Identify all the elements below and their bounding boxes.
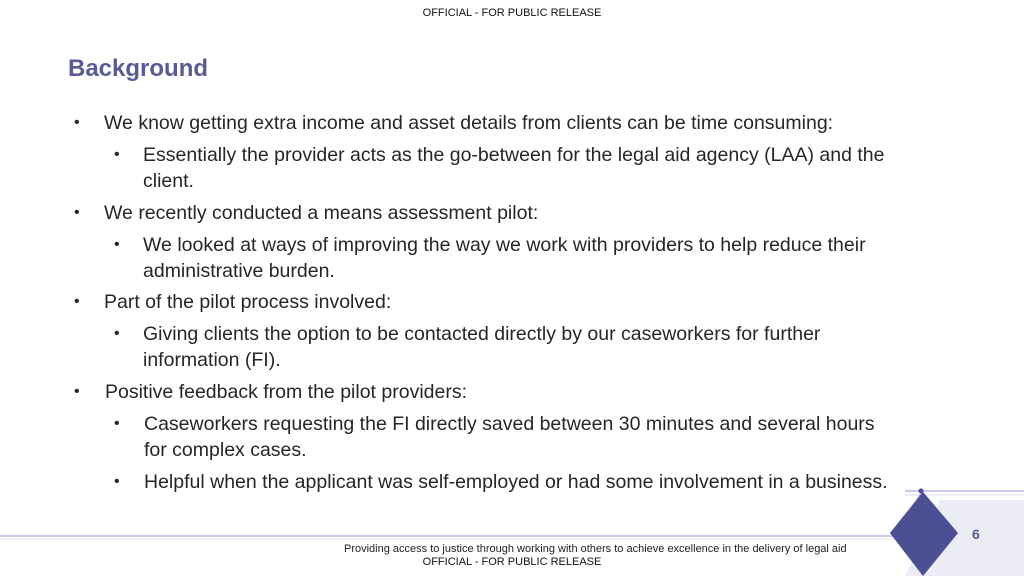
sub-bullet-glyph: • [114, 146, 120, 163]
bullet-item: Positive feedback from the pilot providers: [105, 381, 468, 403]
bullet-item: We know getting extra income and asset details from clients can be time consuming: [104, 112, 834, 134]
decor-dot [897, 532, 901, 536]
sub-bullet-glyph: • [114, 473, 120, 490]
bullet-glyph: • [74, 383, 80, 400]
sub-bullet-glyph: • [114, 325, 120, 342]
decor-dot [919, 489, 924, 494]
sub-bullet-item: Giving clients the option to be contacted directly by our caseworkers for further [143, 323, 821, 345]
sub-bullet-item: Caseworkers requesting the FI directly saved between 30 minutes and several hours [144, 413, 875, 435]
sub-bullet-glyph: • [114, 236, 120, 253]
classification-footer: OFFICIAL - FOR PUBLIC RELEASE [422, 556, 602, 568]
page-number: 6 [972, 526, 980, 542]
sub-bullet-glyph: • [114, 415, 120, 432]
sub-bullet-item: Essentially the provider acts as the go-between for the legal aid agency (LAA) and the [143, 144, 885, 166]
slide-title: Background [68, 55, 209, 82]
classification-header: OFFICIAL - FOR PUBLIC RELEASE [422, 7, 602, 19]
sub-bullet-item: Helpful when the applicant was self-employed or had some involvement in a business. [144, 471, 888, 493]
sub-bullet-item-continuation: for complex cases. [144, 439, 307, 461]
bullet-glyph: • [74, 293, 80, 310]
sub-bullet-item-continuation: administrative burden. [143, 260, 335, 282]
bullet-item: We recently conducted a means assessment pilot: [104, 202, 539, 224]
bullet-glyph: • [74, 114, 80, 131]
sub-bullet-item: We looked at ways of improving the way we work with providers to help reduce their [143, 234, 866, 256]
bullet-item: Part of the pilot process involved: [104, 291, 392, 313]
sub-bullet-item-continuation: information (FI). [143, 349, 281, 371]
sub-bullet-item-continuation: client. [143, 170, 194, 192]
footer-tagline: Providing access to justice through working with others to achieve excellence in the delivery of legal aid [344, 543, 847, 555]
bullet-glyph: • [74, 204, 80, 221]
